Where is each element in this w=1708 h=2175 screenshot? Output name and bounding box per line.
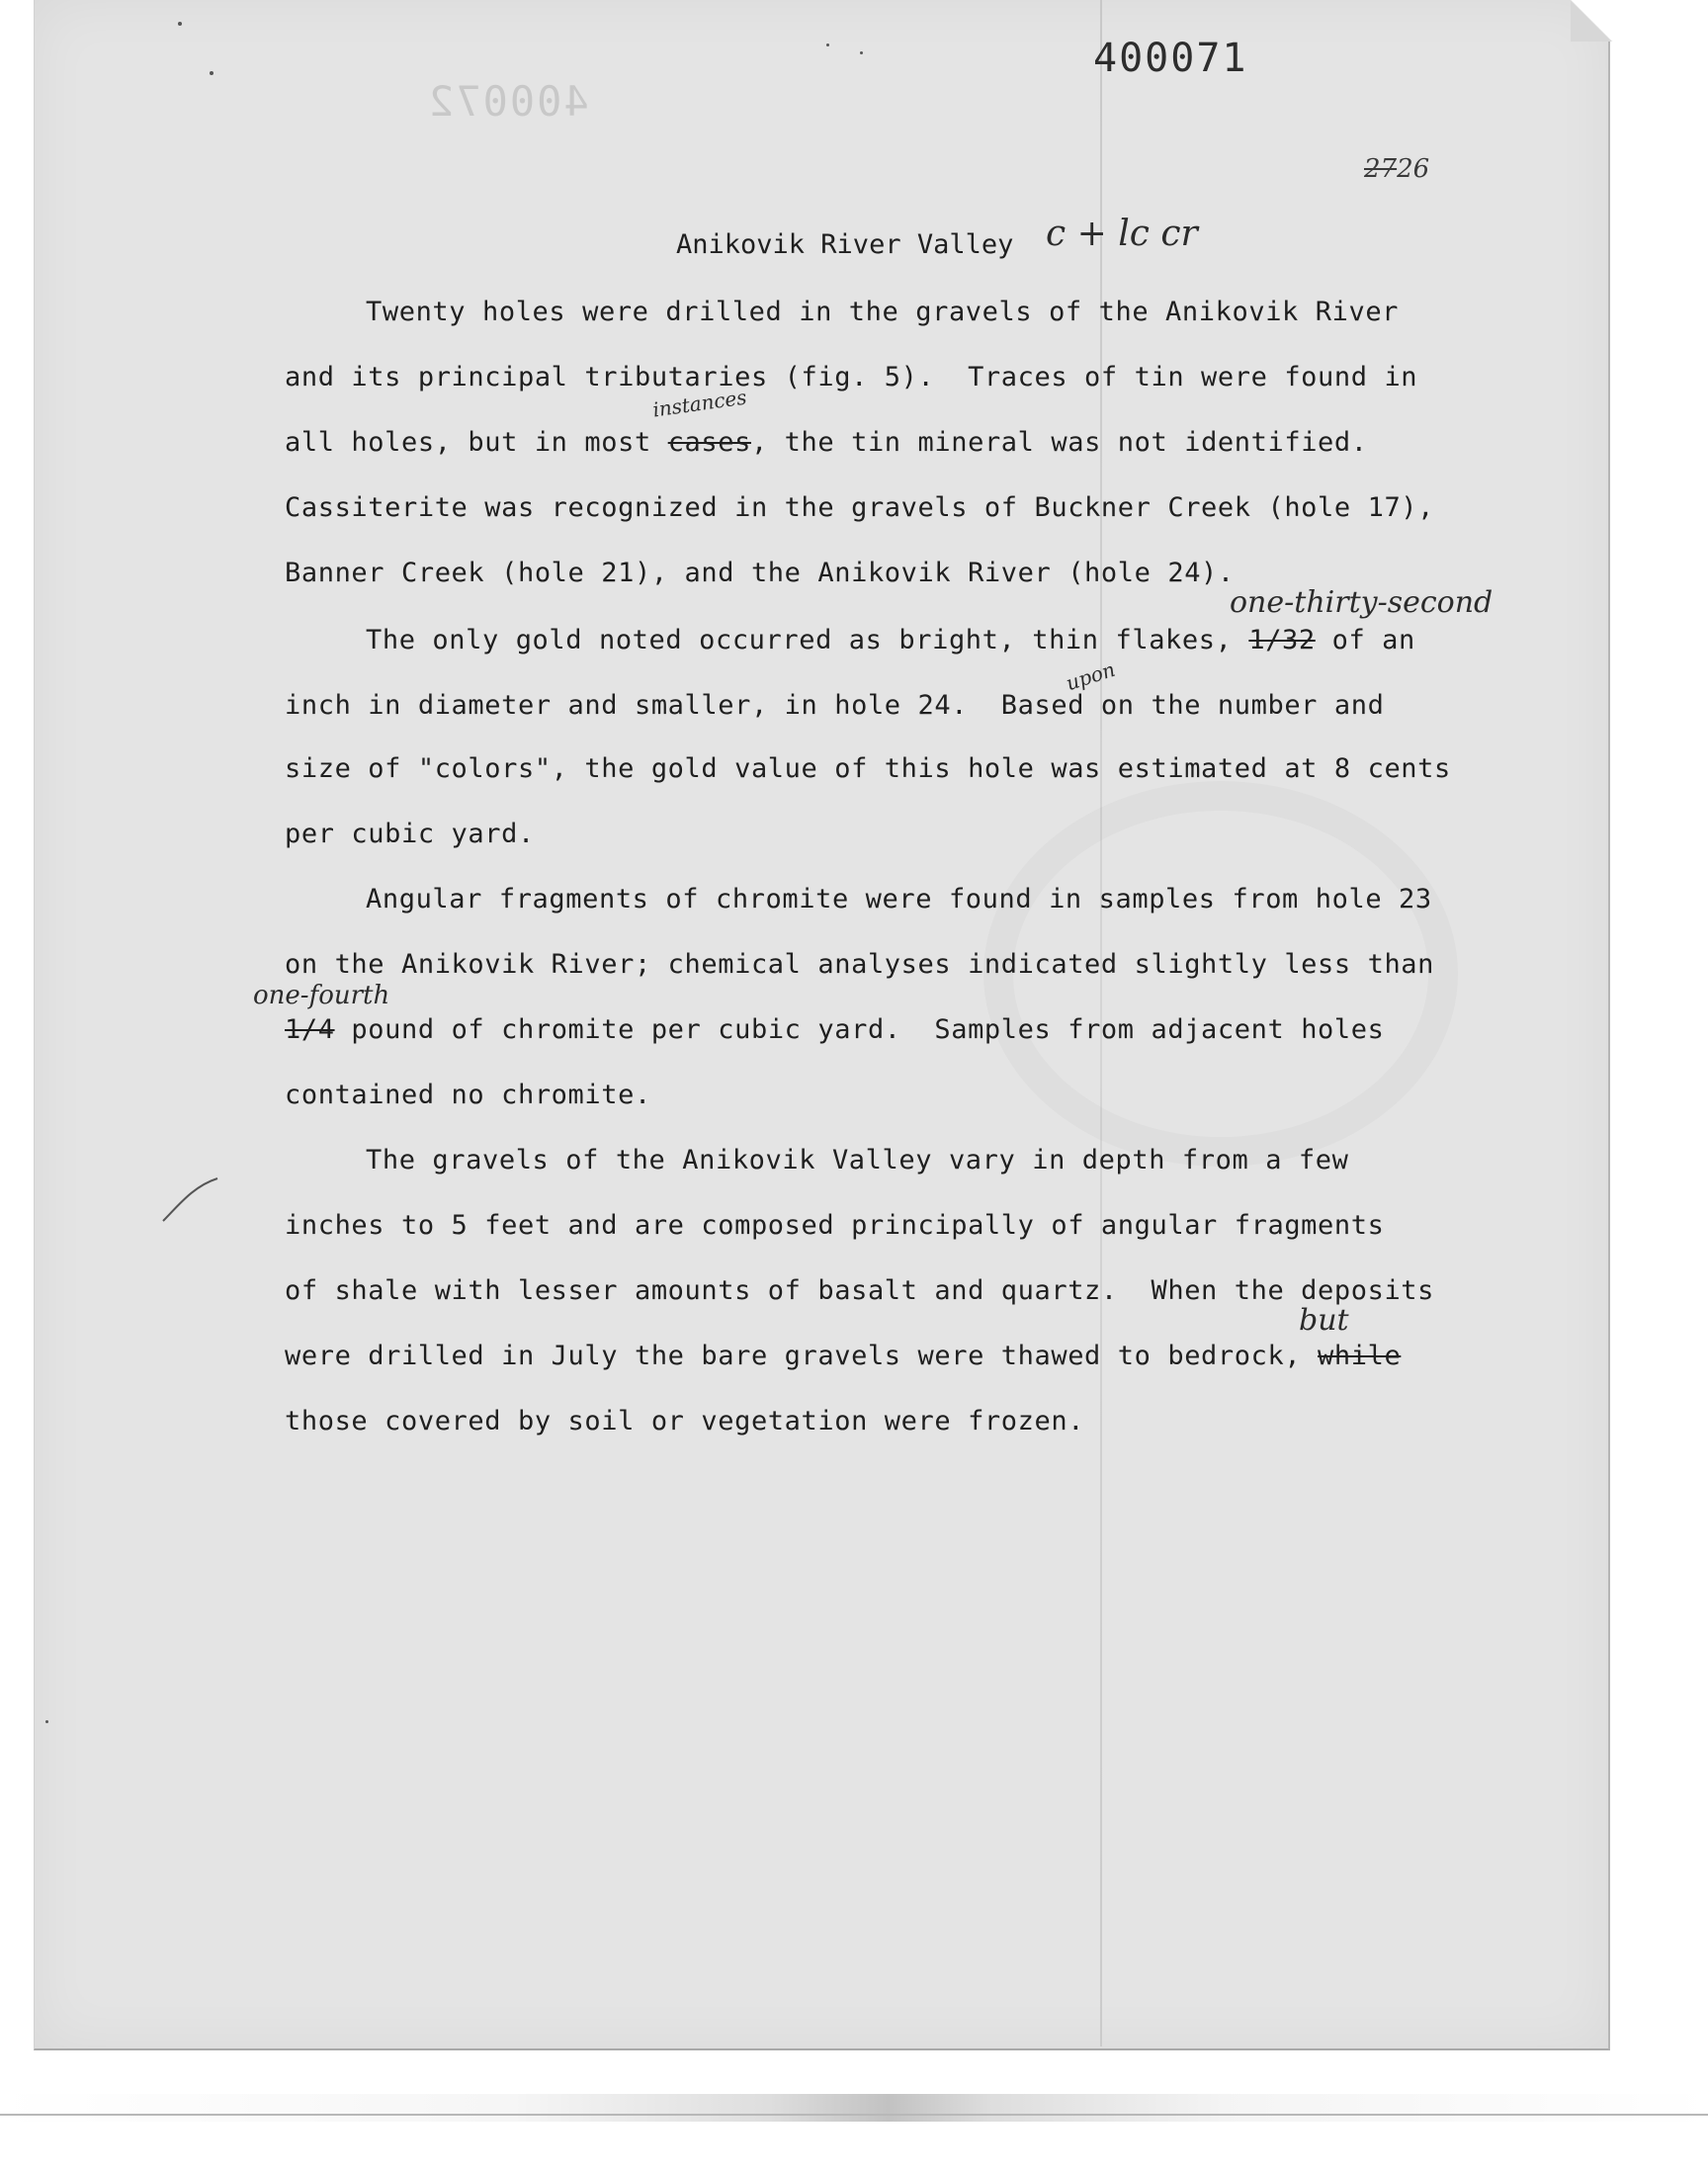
- scanner-artifact-strip: [0, 2094, 1708, 2122]
- struck-text: while: [1318, 1341, 1402, 1371]
- text-line: The gravels of the Anikovik Valley vary in depth from a few: [366, 1145, 1349, 1175]
- text-segment: all holes, but in most: [285, 427, 668, 458]
- title-handwritten-note: c + lc cr: [1046, 214, 1198, 254]
- text-line: size of "colors", the gold value of this hole was estimated at 8 cents: [285, 753, 1451, 784]
- text-line: Angular fragments of chromite were found in samples from hole 23: [366, 884, 1432, 914]
- text-line: Cassiterite was recognized in the gravels of Buckner Creek (hole 17),: [285, 492, 1435, 523]
- text-line: [285, 1014, 1384, 1045]
- scan-speck: [826, 44, 829, 46]
- text-segment: The only gold noted occurred as bright, thin flakes,: [366, 625, 1249, 655]
- handwritten-insertion: one-fourth: [253, 981, 390, 1010]
- handwritten-insertion: upon: [1063, 656, 1119, 696]
- text-line: inch in diameter and smaller, in hole 24. Based on the number and: [285, 690, 1385, 721]
- handwritten-insertion: but: [1299, 1303, 1349, 1338]
- text-line: on the Anikovik River; chemical analyses indicated slightly less than: [285, 949, 1435, 980]
- text-segment: pound of chromite per cubic yard. Samples from adjacent holes: [334, 1014, 1385, 1045]
- scan-speck: [45, 1720, 48, 1723]
- handwritten-insertion: one-thirty-second: [1230, 585, 1494, 620]
- text-segment: were drilled in July the bare gravels were thawed to bedrock,: [285, 1341, 1319, 1371]
- folded-corner: [1571, 0, 1614, 42]
- text-line: [285, 427, 1368, 458]
- text-segment: , the tin mineral was not identified.: [750, 427, 1368, 458]
- text-line: those covered by soil or vegetation were frozen.: [285, 1406, 1085, 1436]
- struck-text: 1/32: [1248, 625, 1316, 655]
- text-line: [366, 625, 1415, 655]
- scan-speck: [210, 71, 214, 75]
- ghost-stamp-number: 400072: [427, 77, 589, 126]
- text-line: Banner Creek (hole 21), and the Anikovik River (hole 24).: [285, 558, 1235, 588]
- margin-pen-mark: [158, 1167, 227, 1226]
- text-line: Twenty holes were drilled in the gravels of the Anikovik River: [366, 297, 1400, 327]
- text-line: and its principal tributaries (fig. 5). Traces of tin were found in: [285, 362, 1418, 392]
- text-line: inches to 5 feet and are composed principally of angular fragments: [285, 1210, 1385, 1241]
- text-line: contained no chromite.: [285, 1080, 651, 1110]
- scan-speck: [178, 22, 182, 26]
- scanner-artifact-rule: [0, 2114, 1708, 2116]
- handwritten-insertion: instances: [650, 385, 748, 422]
- page-number-struck: 27: [1364, 154, 1398, 184]
- struck-text: 1/4: [285, 1014, 335, 1045]
- document-title: Anikovik River Valley: [676, 229, 1014, 260]
- text-line: of shale with lesser amounts of basalt and quartz. When the deposits: [285, 1275, 1435, 1306]
- scan-speck: [860, 51, 863, 54]
- text-line: per cubic yard.: [285, 819, 535, 849]
- page-number-handwritten: 26: [1397, 154, 1430, 184]
- struck-text: cases: [667, 427, 751, 458]
- text-segment: of an: [1315, 625, 1415, 655]
- text-line: [285, 1341, 1401, 1371]
- document-stamp-number: 400071: [1093, 36, 1248, 81]
- page-number: [1364, 154, 1429, 184]
